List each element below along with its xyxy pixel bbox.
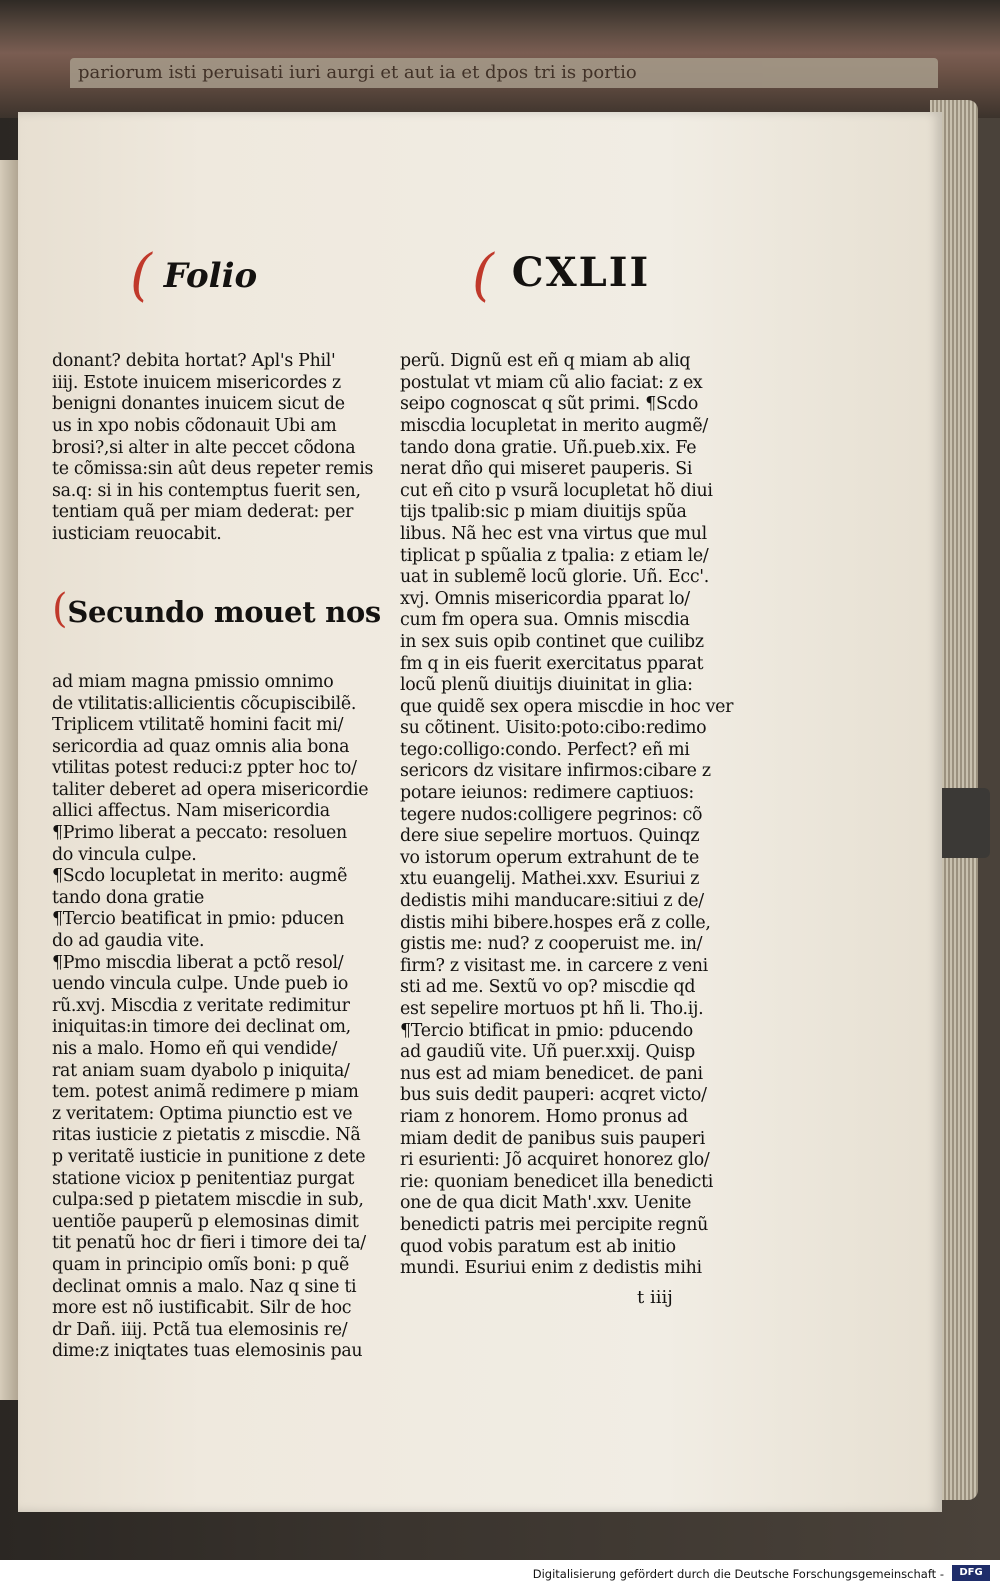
text-line: allici affectus. Nam misericordia (52, 801, 330, 822)
text-line: rat aniam suam dyabolo p iniquita/ (52, 1060, 350, 1081)
text-line: benigni donantes inuicem sicut de (52, 394, 345, 415)
text-line: uentiõe pauperũ p elemosinas dimit (52, 1211, 359, 1232)
text-line: sericordia ad quaz omnis alia bona (52, 736, 350, 757)
text-line: tiplicat p spũalia z tpalia: z etiam le/ (400, 545, 709, 566)
text-line: declinat omnis a malo. Naz q sine ti (52, 1276, 357, 1297)
text-line: ¶Primo liberat a peccato: resoluen (52, 823, 347, 844)
text-line: uat in sublemẽ locũ glorie. Uñ. Ecc'. (400, 567, 709, 588)
text-line: one de qua dicit Math'.xxv. Uenite (400, 1193, 692, 1214)
text-line: tentiam quã per miam dederat: per (52, 502, 354, 523)
text-line: quod vobis paratum est ab initio (400, 1236, 676, 1257)
text-line: tando dona gratie (52, 887, 204, 908)
text-line: us in xpo nobis cõdonauit Ubi am (52, 415, 337, 436)
text-line: de vtilitatis:allicientis cõcupiscibilẽ. (52, 693, 357, 714)
text-line: sericors dz visitare infirmos:cibare z (400, 761, 711, 782)
funding-credit: Digitalisierung gefördert durch die Deutsche Forschungsgemeinschaft - (532, 1567, 944, 1581)
text-line: mundi. Esuriui enim z dedistis mihi (400, 1258, 702, 1279)
text-line: nis a malo. Homo eñ qui vendide/ (52, 1039, 338, 1059)
text-line: miscdia locupletat in merito augmẽ/ (400, 415, 708, 436)
rubric-pilcrow-icon: ( (472, 243, 496, 308)
text-line: ritas iusticie z pietatis z miscdie. Nã (52, 1125, 361, 1146)
text-line: dere siue sepelire mortuos. Quinqz (400, 826, 700, 847)
text-line: benedicti patris mei percipite regnũ (400, 1214, 708, 1235)
text-line: ad miam magna pmissio omnimo (52, 671, 334, 692)
text-line: do ad gaudia vite. (52, 931, 205, 952)
text-line: seipo cognoscat q sũt primi. ¶Scdo (400, 394, 699, 415)
text-line: z veritatem: Optima piunctio est ve (52, 1103, 353, 1124)
right-text-column (400, 308, 745, 1301)
text-line: tegere nudos:colligere pegrinos: cõ (400, 804, 703, 825)
text-line: cut eñ cito p vsurã locupletat hõ diui (400, 480, 713, 501)
text-line: statione viciox p penitentiaz purgat (52, 1168, 355, 1189)
folio-numeral: CXLII (511, 249, 651, 296)
left-lines-before (52, 351, 392, 545)
text-line: ri esurienti: Jõ acquiret honorez glo/ (400, 1150, 710, 1171)
text-line: fm q in eis fuerit exercitatus pparat (400, 653, 704, 674)
text-line: more est nõ iustificabit. Silr de hoc (52, 1298, 352, 1319)
text-line: do vincula culpe. (52, 844, 197, 865)
text-line: iiij. Estote inuicem misericordes z (52, 372, 341, 393)
text-line: ¶Tercio beatificat in pmio: pducen (52, 909, 345, 930)
text-line: Triplicem vtilitatẽ homini facit mi/ (52, 715, 344, 736)
text-line: tem. potest animã redimere p miam (52, 1082, 359, 1103)
text-line: nus est ad miam benedicet. de pani (400, 1063, 703, 1084)
text-line: xtu euangelij. Mathei.xxv. Esuriui z (400, 869, 700, 890)
text-line: tit penatũ hoc dr fieri i timore dei ta/ (52, 1233, 366, 1254)
text-line: vo istorum operum extrahunt de te (400, 847, 699, 868)
text-line: tando dona gratie. Uñ.pueb.xix. Fe (400, 437, 697, 458)
text-line: iniquitas:in timore dei declinat om, (52, 1017, 351, 1038)
text-line: su cõtinent. Uisito:poto:cibo:redimo (400, 718, 707, 739)
rubric-pilcrow-icon: ( (130, 243, 152, 308)
left-text-column (52, 308, 392, 1385)
text-line: te cõmissa:sin aût deus repeter remis (52, 459, 374, 480)
text-line: culpa:sed p pietatem miscdie in sub, (52, 1190, 364, 1211)
text-line: ¶Pmo miscdia liberat a pctõ resol/ (52, 952, 344, 973)
right-lines (400, 351, 745, 1280)
text-line: rie: quoniam benedicet illa benedicti (400, 1171, 714, 1192)
text-line: postulat vt miam cũ alio faciat: z ex (400, 372, 703, 393)
rubric-pilcrow-icon: ( (52, 585, 68, 632)
text-line: tijs tpalib:sic p miam diuitijs spũa (400, 502, 687, 523)
dfg-logo: DFG (952, 1565, 990, 1581)
text-line: dr Dañ. iiij. Pctã tua elemosinis re/ (52, 1319, 348, 1340)
folio-header (130, 243, 258, 308)
facing-page-text: pariorum isti peruisati iuri aurgi et aut ia et dpos tri is portio (70, 58, 938, 88)
text-line: iusticiam reuocabit. (52, 523, 222, 544)
text-line: firm? z visitast me. in carcere z veni (400, 955, 708, 976)
text-line: distis mihi bibere.hospes erã z colle, (400, 912, 711, 933)
folio-number-header (472, 243, 651, 308)
text-line: uendo vincula culpe. Unde pueb io (52, 974, 349, 995)
text-line: dedistis mihi manducare:sitiui z de/ (400, 891, 704, 912)
text-line: est sepelire mortuos pt hñ li. Tho.ij. (400, 999, 704, 1019)
section-heading (52, 585, 392, 632)
text-line: ad gaudiũ vite. Uñ puer.xxij. Quisp (400, 1042, 696, 1063)
text-line: sti ad me. Sextũ vo op? miscdie qd (400, 977, 696, 998)
text-line: taliter deberet ad opera misericordie (52, 779, 369, 800)
text-line: xvj. Omnis misericordia pparat lo/ (400, 588, 690, 609)
text-line: potare ieiunos: redimere captiuos: (400, 783, 694, 804)
footer-bar (0, 1560, 1000, 1589)
text-line: libus. Nã hec est vna virtus que mul (400, 523, 707, 544)
text-line: ¶Tercio btificat in pmio: pducendo (400, 1020, 693, 1041)
text-line: perũ. Dignũ est eñ q miam ab aliq (400, 351, 691, 372)
text-line: quam in principio omĩs boni: p quẽ (52, 1254, 350, 1275)
text-line: cum fm opera sua. Omnis miscdia (400, 610, 690, 631)
text-line: ¶Scdo locupletat in merito: augmẽ (52, 866, 348, 887)
text-line: p veritatẽ iusticie in punitione z dete (52, 1146, 366, 1167)
text-line: donant? debita hortat? Apl's Phil' (52, 351, 336, 372)
text-line: dime:z iniqtates tuas elemosinis pau (52, 1341, 363, 1362)
text-line: riam z honorem. Homo pronus ad (400, 1106, 688, 1127)
signature-mark: t iiij (637, 1287, 673, 1308)
text-line: locũ plenũ diuitijs diuinitat in glia: (400, 675, 693, 696)
text-line: in sex suis opib continet que cuilibz (400, 631, 704, 652)
text-line: rũ.xvj. Miscdia z veritate redimitur (52, 995, 350, 1016)
text-line: bus suis dedit pauperi: acqret victo/ (400, 1085, 707, 1106)
text-line: tego:colligo:condo. Perfect? eñ mi (400, 739, 690, 760)
text-line: vtilitas potest reduci:z ppter hoc to/ (52, 758, 357, 779)
text-line: miam dedit de panibus suis pauperi (400, 1128, 706, 1149)
section-heading-text: Secundo mouet nos (67, 594, 381, 629)
text-line: sa.q: si in his contemptus fuerit sen, (52, 480, 361, 501)
text-line: brosi?,si alter in alte peccet cõdona (52, 437, 356, 458)
left-lines-after (52, 672, 392, 1363)
book-top-edge (0, 0, 1000, 118)
text-line: gistis me: nud? z cooperuist me. in/ (400, 934, 703, 955)
folio-word: Folio (163, 256, 258, 296)
text-line: que quidẽ sex opera miscdie in hoc ver (400, 696, 734, 717)
text-line: nerat dño qui miseret pauperis. Si (400, 459, 693, 480)
